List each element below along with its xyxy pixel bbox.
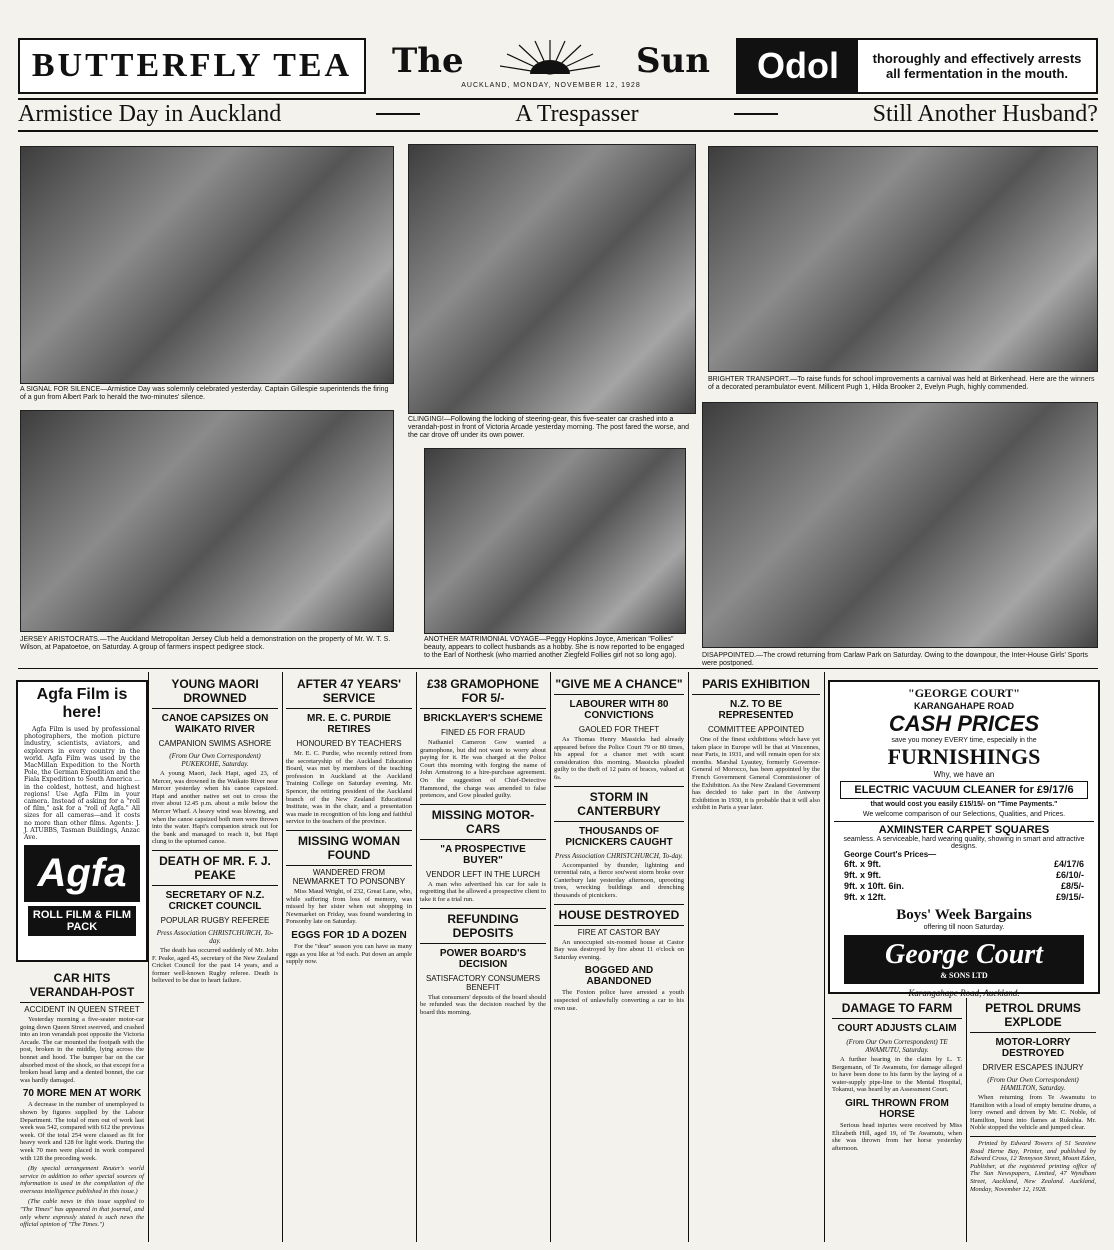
canoe-capsizes-sub: CANOE CAPSIZES ON WAIKATO RIVER — [161, 713, 269, 735]
eggs-headline: EGGS FOR 1D A DOZEN — [291, 929, 407, 941]
headline-husband: Still Another Husband? — [872, 100, 1098, 127]
gc-boys-week: Boys' Week Bargains — [896, 907, 1032, 923]
gc-logo-text: George Court — [885, 939, 1043, 970]
gc-price-row: 6ft. x 9ft. £4/17/6 — [844, 859, 1084, 869]
gc-save: save you money EVERY time, especially in the — [891, 737, 1037, 744]
deposits-sub2: SATISFACTORY CONSUMERS BENEFIT — [425, 973, 541, 992]
gc-vacuum-sub: that would cost you easily £15/15/- on "Time Payments." — [870, 801, 1058, 808]
gc-price-row: 9ft. x 9ft. £6/10/- — [844, 870, 1084, 880]
petrol-drums-body: When returning from Te Awamutu to Hamilton with a load of empty benzine drums, a lorry owned and driven by Mr. C. Noble, of Hamilton, burst into flames at Rukuhia. Mr. Noble stopped the vehicle and jumped clear. — [970, 1094, 1096, 1132]
motor-cars-sub1: "A PROSPECTIVE BUYER" — [440, 843, 526, 866]
give-chance-headline: "GIVE ME A CHANCE" — [554, 674, 684, 695]
motor-cars-sub2: VENDOR LEFT IN THE LURCH — [426, 869, 540, 879]
photo-matrimonial-voyage — [424, 448, 686, 634]
purdie-sub2: HONOURED BY TEACHERS — [296, 739, 402, 748]
give-chance-sub2: GAOLED FOR THEFT — [578, 725, 660, 734]
imprint: Printed by Edward Towers of 51 Seaview Road Herne Bay, Printer, and published by Edward Cross, 12 Tennyson Street, Mount Eden, Publisher, at the registered printing office of The Sun Newspapers, Limited, 47 Wyndham Street, Auckland, New Zealand. Auckland, Monday, November 12, 1928. — [970, 1136, 1096, 1193]
petrol-drums-sub2: DRIVER ESCAPES INJURY — [982, 1063, 1084, 1072]
purdie-sub1: MR. E. C. PURDIE RETIRES — [307, 713, 391, 735]
reuter-note: (By special arrangement Reuter's world service in addition to other special sources of information is used in the compilation of the overseas intelligence published in this issue.) — [20, 1165, 144, 1195]
headline-row — [18, 100, 1098, 128]
damage-farm-sub: COURT ADJUSTS CLAIM — [837, 1023, 957, 1034]
petrol-drums-headline: PETROL DRUMS EXPLODE — [970, 998, 1096, 1033]
column-1 — [16, 968, 148, 1229]
masthead — [372, 40, 730, 98]
purdie-body: Mr. E. C. Purdie, who recently retired from the secretaryship of the Auckland Education Board, was met by members of the teaching profession in Auckland at the Auckland Training College on Saturday evening. Mr. Spencer, the retiring president of the Auckland branch of the New Zealand Educational Institute, was in the chair, and a presentation was made in recognition of his long and faithful service to the teachers of the province. — [286, 750, 412, 826]
gc-furnishings: FURNISHINGS — [887, 744, 1041, 769]
girl-thrown-body: Serious head injuries were received by Miss Elizabeth Hill, aged 19, of Te Awamutu, when she was thrown from her horse yesterday afternoon. — [832, 1121, 962, 1152]
column-divider — [824, 672, 825, 1242]
bogged-headline: BOGGED AND ABANDONED — [584, 965, 654, 988]
masthead-the: The — [392, 41, 464, 81]
gc-address: Karangahape Road, Auckland. — [908, 988, 1020, 998]
caption-brighter: BRIGHTER TRANSPORT.—To raise funds for school improvements a carnival was held at Birkenhead. Here are the winners of a decorated perambulator event. Millicent Pugh 1, Hilda Brooker 2, Evelyn Pugh, highly commended. — [708, 376, 1095, 391]
odol-ad — [736, 38, 1098, 94]
agfa-headline: Agfa Film is here! — [36, 686, 128, 721]
maori-body: A young Maori, Jack Hapi, aged 23, of Mercer, was drowned in the Waikato River near Mercer yesterday when his canoe capsized. Hapi and another native set out to cross the river about 12.45 p.m. about a mile below the Mercer Wharf. A heavy wind was blowing, and when the canoe capsized both men were thrown into the water. Hapi's companion struck out for the bank and managed to reach it, but Hapi clung to the upturned canoe. — [152, 770, 278, 846]
gc-road: KARANGAHAPE ROAD — [913, 701, 1014, 711]
purdie-headline: AFTER 47 YEARS' SERVICE — [286, 674, 412, 709]
motor-cars-headline: MISSING MOTOR-CARS — [420, 804, 546, 840]
damage-farm-byline: (From Our Own Correspondent) TE AWAMUTU, Saturday. — [846, 1038, 948, 1054]
column-8 — [966, 998, 1100, 1193]
damage-farm-body: A further hearing in the claim by L. T. Bergemann, of Te Awamutu, for damage alleged to have been done to his farm by the laying of a water-supply pipe-line to the Mental Hospital, Tokanui, was heard by an Assessment Court. — [832, 1056, 962, 1094]
maori-drowned-headline: YOUNG MAORI DROWNED — [152, 674, 278, 709]
house-destroyed-body: An unoccupied six-roomed house at Castor Bay was destroyed by fire about 11 o'clock on Saturday evening. — [554, 938, 684, 961]
gramophone-body: Nathaniel Cameron Gow wanted a gramophone, but did not want to worry about paying for it. He was charged at the Police Court this morning with forging the name of John Armstrong to a hire-purchase agreement. On the suggestion of Chief-Detective Hammond, the charge was amended to false pretences, and Gow pleaded guilty. — [420, 739, 546, 800]
caption-voyage: ANOTHER MATRIMONIAL VOYAGE—Peggy Hopkins Joyce, American "Follies" beauty, appears to collect husbands as a hobby. She is now reported to be engaged to the Earl of Northesk (who married another Ziegfeld Follies girl not so long ago). — [424, 636, 685, 659]
photo-disappointed — [702, 402, 1098, 648]
more-men-headline: 70 MORE MEN AT WORK — [22, 1088, 142, 1100]
butterfly-tea-text: BUTTERFLY TEA — [31, 47, 353, 84]
more-men-body: A decrease in the number of unemployed is shown by figures supplied by the Labour Department. The total of men out of work last week was 542, compared with 612 the previous week. Of the total 254 were classed as fit for heavy work and 128 for light work. During the week 70 men were placed in work compared with 128 the preceding week. — [20, 1101, 144, 1162]
gramophone-sub2: FINED £5 FOR FRAUD — [440, 728, 525, 737]
photo-brighter-transport — [708, 146, 1098, 372]
gc-welcome: We welcome comparison of our Selections, Qualities, and Prices. — [862, 811, 1066, 818]
gc-why: Why, we have an — [933, 770, 995, 779]
column-5 — [550, 674, 688, 1012]
paris-headline: PARIS EXHIBITION — [692, 674, 820, 695]
companion-swims-sub: CAMPANION SWIMS ASHORE — [158, 739, 272, 748]
odol-tagline: thoroughly and effectively arrests all fermentation in the mouth. — [872, 51, 1082, 81]
gc-title: "GEORGE COURT" — [908, 686, 1020, 700]
deposits-sub1: POWER BOARD'S DECISION — [439, 947, 527, 970]
caption-clinging: CLINGING!—Following the locking of steering-gear, this five-seater car crashed into a verandah-post in front of Victoria Arcade yesterday morning. The post fared the worse, and the car drove off under its own power. — [408, 416, 690, 439]
house-destroyed-sub: FIRE AT CASTOR BAY — [577, 927, 661, 937]
dateline: AUCKLAND, MONDAY, NOVEMBER 12, 1928 — [461, 82, 641, 89]
peake-sub2: POPULAR RUGBY REFEREE — [160, 915, 270, 925]
paris-sub1: N.Z. TO BE REPRESENTED — [718, 699, 794, 721]
caption-disappointed: DISAPPOINTED.—The crowd returning from Carlaw Park on Saturday. Owing to the downpour, the Inter-House Girls' Sports were postponed. — [702, 652, 1088, 667]
odol-brand: Odol — [738, 40, 858, 92]
deposits-headline: REFUNDING DEPOSITS — [420, 908, 546, 944]
photo-jersey-aristocrats — [20, 410, 394, 632]
house-destroyed-headline: HOUSE DESTROYED — [554, 904, 684, 926]
bogged-body: The Foxton police have arrested a youth suspected of unlawfully converting a car to his own use. — [554, 989, 684, 1012]
peake-body: The death has occurred suddenly of Mr. John F. Peake, aged 45, secretary of the New Zealand Cricket Council for the past 14 years, and a former well-known Rugby referee. Death is believed to be due to heart failure. — [152, 946, 278, 985]
column-6 — [688, 674, 824, 812]
girl-thrown-headline: GIRL THROWN FROM HORSE — [845, 1097, 949, 1120]
column-2 — [148, 674, 282, 985]
gc-price-row: 9ft. x 10ft. 6in. £8/5/- — [844, 881, 1084, 891]
gc-logo-sub: & SONS LTD — [940, 971, 988, 980]
gc-prices-heading: George Court's Prices— — [844, 850, 937, 859]
storm-sub: THOUSANDS OF PICNICKERS CAUGHT — [565, 825, 673, 848]
photo-rule — [18, 668, 1098, 669]
photo-clinging — [408, 144, 696, 414]
agfa-roll-film: ROLL FILM & FILM PACK — [28, 906, 136, 936]
paris-sub2: COMMITTEE APPOINTED — [707, 725, 804, 734]
agfa-logo: Agfa — [24, 845, 140, 902]
petrol-drums-byline: (From Our Own Correspondent) HAMILTON, Saturday. — [987, 1076, 1079, 1092]
maori-byline: (From Our Own Correspondent) PUKEKOHE, Saturday. — [169, 752, 261, 768]
give-chance-body: As Thomas Henry Massicks had already appeared before the Police Court 79 or 80 times, his appeal for a chance met with scant consideration this morning. Massicks pleaded guilty to the theft of 12 pairs of braces, valued at 6s. — [554, 736, 684, 781]
deposits-body: That consumers' deposits of the board should be refunded was the decision reached by the board this morning. — [420, 993, 546, 1016]
missing-woman-sub: WANDERED FROM NEWMARKET TO PONSONBY — [292, 867, 406, 886]
gc-cash-prices: CASH PRICES — [888, 711, 1040, 736]
missing-woman-body: Miss Maud Wright, of 232, Great Lane, who, while suffering from loss of memory, was missed by her sister when out shopping in Newmarket on Friday, was found wandering in Ponsonby late on Saturday. — [286, 887, 412, 926]
motor-cars-body: A man who advertised his car for sale is regretting that he allowed a prospective client to take it for a trial run. — [420, 880, 546, 903]
gramophone-sub1: BRICKLAYER'S SCHEME — [423, 713, 543, 724]
photo-signal-for-silence — [20, 146, 394, 384]
missing-woman-headline: MISSING WOMAN FOUND — [286, 830, 412, 866]
george-court-ad — [828, 680, 1100, 998]
give-chance-sub1: LABOURER WITH 80 CONVICTIONS — [569, 699, 669, 721]
butterfly-tea-ad — [18, 38, 366, 94]
gc-price-row: 9ft. x 12ft. £9/15/- — [844, 892, 1084, 902]
peake-headline: DEATH OF MR. F. J. PEAKE — [152, 850, 278, 886]
car-hits-sub: ACCIDENT IN QUEEN STREET — [24, 1005, 140, 1014]
peake-sub1: SECRETARY OF N.Z. CRICKET COUNCIL — [165, 889, 265, 912]
caption-silence: A SIGNAL FOR SILENCE—Armistice Day was solemnly celebrated yesterday. Captain Gillespie superintends the firing of a gun from Albert Park to herald the two-minutes' silence. — [20, 386, 389, 401]
gc-boys-sub: offering till noon Saturday. — [923, 924, 1005, 931]
storm-byline: Press Association CHRISTCHURCH, To-day. — [555, 851, 683, 860]
gc-carpet: AXMINSTER CARPET SQUARES — [834, 821, 1094, 836]
gc-logo — [844, 935, 1084, 984]
peake-byline: Press Association CHRISTCHURCH, To-day. — [156, 928, 274, 945]
times-note: (The cable news in this issue supplied to "The Times" has appeared in that journal, and only where expressly stated is such news the official opinion of "The Times.") — [20, 1198, 144, 1229]
headline-rule — [18, 130, 1098, 132]
petrol-drums-sub1: MOTOR-LORRY DESTROYED — [995, 1037, 1071, 1059]
column-7 — [828, 998, 966, 1152]
paris-body: One of the finest exhibitions which have yet taken place in Europe will be that at Vincennes, near Paris, in 1931, and will remain open for six months. Marshal Lyautey, formerly Governor-General of Morocco, has been appointed by the French Government General Commissioner of the Exhibition. As the New Zealand Government has decided to take part in the Antwerp Exhibition in 1930, it is probable that it will also exhibit in Paris a year later. — [692, 736, 820, 812]
gramophone-headline: £38 GRAMOPHONE FOR 5/- — [420, 674, 546, 709]
headline-armistice: Armistice Day in Auckland — [18, 100, 282, 127]
column-4 — [416, 674, 550, 1016]
storm-body: Accompanied by thunder, lightning and torrential rain, a fierce sou'west storm broke over Canterbury late yesterday afternoon, uprooting trees, wrecking buildings and drenching thousands of picnickers. — [554, 861, 684, 899]
dash-divider — [376, 113, 420, 115]
storm-headline: STORM IN CANTERBURY — [554, 786, 684, 822]
column-3 — [282, 674, 416, 966]
gc-vacuum: ELECTRIC VACUUM CLEANER for £9/17/6 — [840, 781, 1088, 799]
caption-jersey: JERSEY ARISTOCRATS.—The Auckland Metropolitan Jersey Club held a demonstration on the property of Mr. W. T. S. Wilson, at Papatoetoe, on Saturday. A group of farmers inspect pedigree stock. — [20, 636, 391, 651]
agfa-ad — [16, 680, 148, 962]
masthead-sun: Sun — [636, 41, 710, 81]
car-hits-headline: CAR HITS VERANDAH-POST — [20, 968, 144, 1003]
gc-carpet-sub: seamless. A serviceable, hard wearing quality, showing in smart and attractive designs. — [843, 836, 1085, 850]
sunburst-icon — [495, 40, 605, 76]
eggs-body: For the "dear" season you can have as many eggs as you like at ½d each. Put down an ample supply now. — [286, 942, 412, 966]
dash-divider — [734, 113, 778, 115]
agfa-text: Agfa Film is used by professional photographers, the motion picture industry, scientists, aviators, and explorers in every country in the world. Agfa Film was used by the MacMillan Expedition to the North Pole, the German Expedition and the Fiala Expedition to South America ... in the coldest, hottest, and highest regions! Use Agfa Film in your camera. Instead of asking for a "roll of film," ask for a "roll of Agfa." All sizes for all cameras—and it costs no more than other films. Agents: J. J. ATUBBS, Tasman Buildings, Anzac Ave. — [24, 726, 140, 842]
car-hits-body: Yesterday morning a five-seater motor-car going down Queen Street swerved, and crashed into an iron verandah post opposite the Victoria Arcade. The car mounted the footpath with the post, broken in the middle, lying across the bonnet and hood. The bumper bar on the car absorbed most of the shock, so that except for a broken head lamp and a dented bonnet, the car was hardly damaged. — [20, 1016, 144, 1084]
damage-farm-headline: DAMAGE TO FARM — [832, 998, 962, 1019]
headline-trespasser: A Trespasser — [515, 100, 639, 127]
